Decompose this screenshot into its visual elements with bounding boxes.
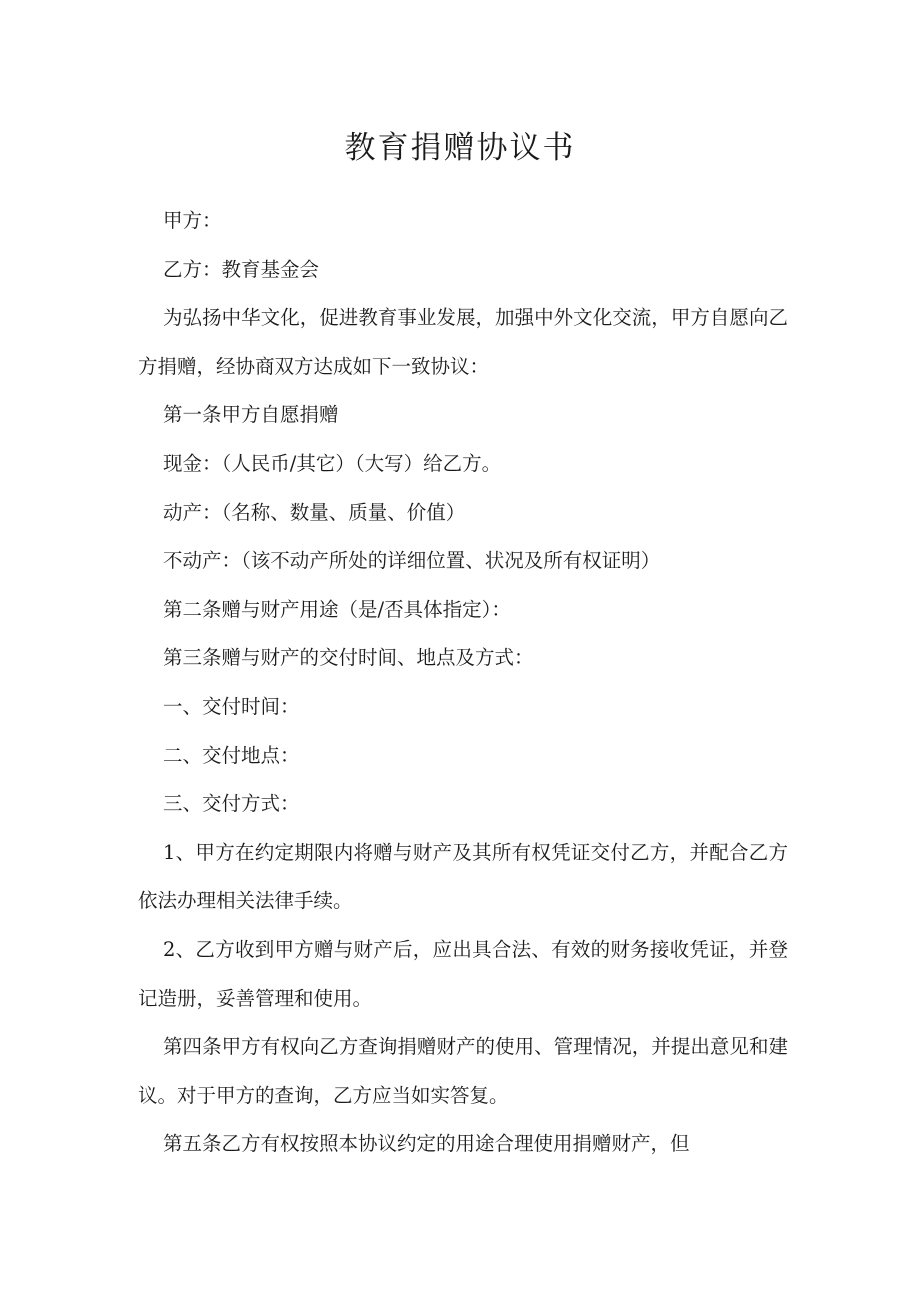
paragraph-article-1: 第一条甲方自愿捐赠	[163, 403, 339, 427]
paragraph-article-3: 第三条赠与财产的交付时间、地点及方式：	[163, 646, 534, 670]
paragraph-item-2: 2、乙方收到甲方赠与财产后，应出具合法、有效的财务接收凭证，并登记造册，妥善管理和使用。	[138, 937, 788, 1010]
paragraph-delivery-time: 一、交付时间：	[163, 694, 300, 718]
paragraph-delivery-method: 三、交付方式：	[163, 792, 300, 816]
paragraph-party-b: 乙方：教育基金会	[163, 257, 320, 281]
paragraph-movable-property: 动产：（名称、数量、质量、价值）	[163, 500, 466, 524]
document-body	[138, 197, 788, 1169]
paragraph-article-5: 第五条乙方有权按照本协议约定的用途合理使用捐赠财产，但	[163, 1132, 690, 1156]
paragraph-item-1: 1、甲方在约定期限内将赠与财产及其所有权凭证交付乙方，并配合乙方依法办理相关法律手续。	[138, 840, 788, 913]
paragraph-delivery-place: 二、交付地点：	[163, 743, 300, 767]
document-title: 教育捐赠协议书	[344, 130, 576, 166]
paragraph-article-4: 第四条甲方有权向乙方查询捐赠财产的使用、管理情况，并提出意见和建议。对于甲方的查询，乙方应当如实答复。	[138, 1035, 788, 1107]
paragraph-preamble: 为弘扬中华文化，促进教育事业发展，加强中外文化交流，甲方自愿向乙方捐赠，经协商双方达成如下一致协议：	[138, 306, 788, 378]
paragraph-real-estate: 不动产：（该不动产所处的详细位置、状况及所有权证明）	[163, 549, 661, 573]
paragraph-article-2: 第二条赠与财产用途（是/否具体指定）：	[163, 597, 511, 621]
paragraph-cash: 现金：（人民币/其它）（大写）给乙方。	[163, 451, 502, 475]
paragraph-party-a: 甲方：	[163, 209, 222, 232]
